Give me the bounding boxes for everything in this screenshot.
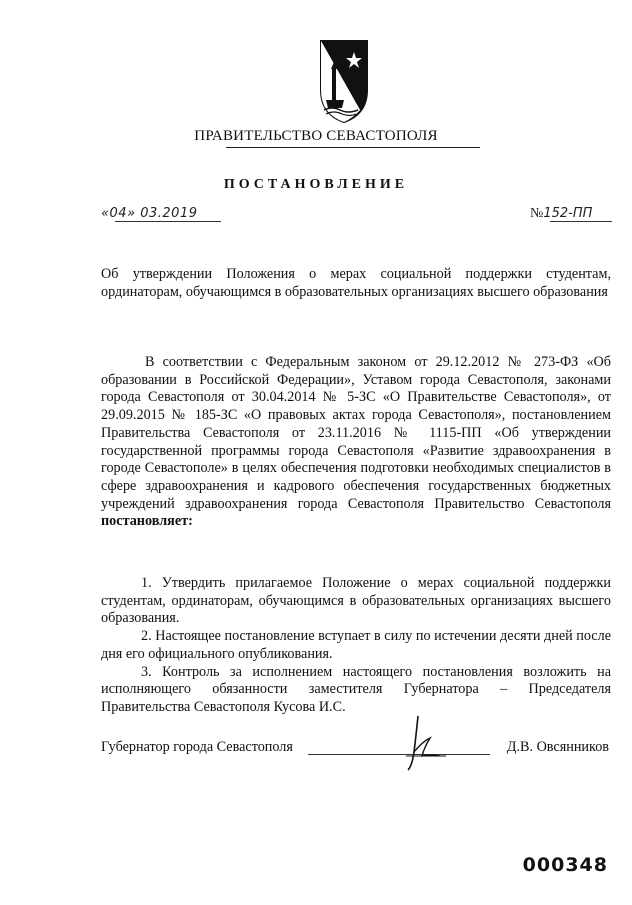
signatory-name: Д.В. Овсянников bbox=[506, 739, 609, 755]
resolution-item-2: 2. Настоящее постановление вступает в силу по истечении десяти дней после дня его официального опубликования. bbox=[101, 628, 611, 662]
resolution-item-1: 1. Утвердить прилагаемое Положение о мерах социальной поддержки студентам, ординаторам, обучающимся в образовательных организациях высшего образования. bbox=[101, 575, 611, 627]
handwritten-signature-icon bbox=[400, 712, 452, 772]
coat-of-arms-icon bbox=[318, 38, 370, 124]
organization-underline bbox=[226, 147, 480, 148]
signatory-position: Губернатор города Севастополя bbox=[101, 739, 293, 755]
document-type-title: ПОСТАНОВЛЕНИЕ bbox=[223, 177, 409, 192]
number-value: 152-ПП bbox=[543, 206, 593, 221]
preamble-text: В соответствии с Федеральным законом от 29.12.2012 № 273-ФЗ «Об образовании в Российской Федерации», Уставом города Севастополя, законами города Севастополя от 30.04.2014 № 5-ЗС «О Правительстве Севастополя», от 29.09.2015 № 185-ЗС «О правовых актах города Севастополя», постановлением Правительства Севастополя от 23.11.2016 № 1115-ПП «Об утверждении государственной программы города Севастополя «Развитие здравоохранения в городе Севастополе» в целях обеспечения подготовки необходимых специалистов в сфере здравоохранения и кадрового обеспечения государственных бюджетных учреждений здравоохранения города Севастополя Правительство Севастополя bbox=[101, 354, 611, 512]
number-sign: № bbox=[530, 206, 544, 221]
number-underline bbox=[550, 221, 612, 222]
resolution-items bbox=[101, 575, 611, 717]
document-number bbox=[530, 204, 612, 226]
date-underline bbox=[115, 221, 221, 222]
decree-word: постановляет: bbox=[101, 513, 193, 530]
document-date bbox=[101, 204, 221, 226]
serial-number: 000348 bbox=[522, 854, 608, 876]
resolution-item-3: 3. Контроль за исполнением настоящего постановления возложить на исполняющего обязанности заместителя Губернатора – Председателя Правительства Севастополя Кусова И.С. bbox=[101, 663, 611, 715]
preamble-paragraph bbox=[101, 354, 611, 531]
document-subject: Об утверждении Положения о мерах социальной поддержки студентам, ординаторам, обучающимся в образовательных организациях высшего образования bbox=[101, 266, 611, 300]
organization-title: ПРАВИТЕЛЬСТВО СЕВАСТОПОЛЯ bbox=[194, 128, 438, 144]
signature-block bbox=[101, 739, 611, 761]
date-value: «04» 03.2019 bbox=[101, 206, 198, 221]
signature-line bbox=[308, 754, 490, 755]
